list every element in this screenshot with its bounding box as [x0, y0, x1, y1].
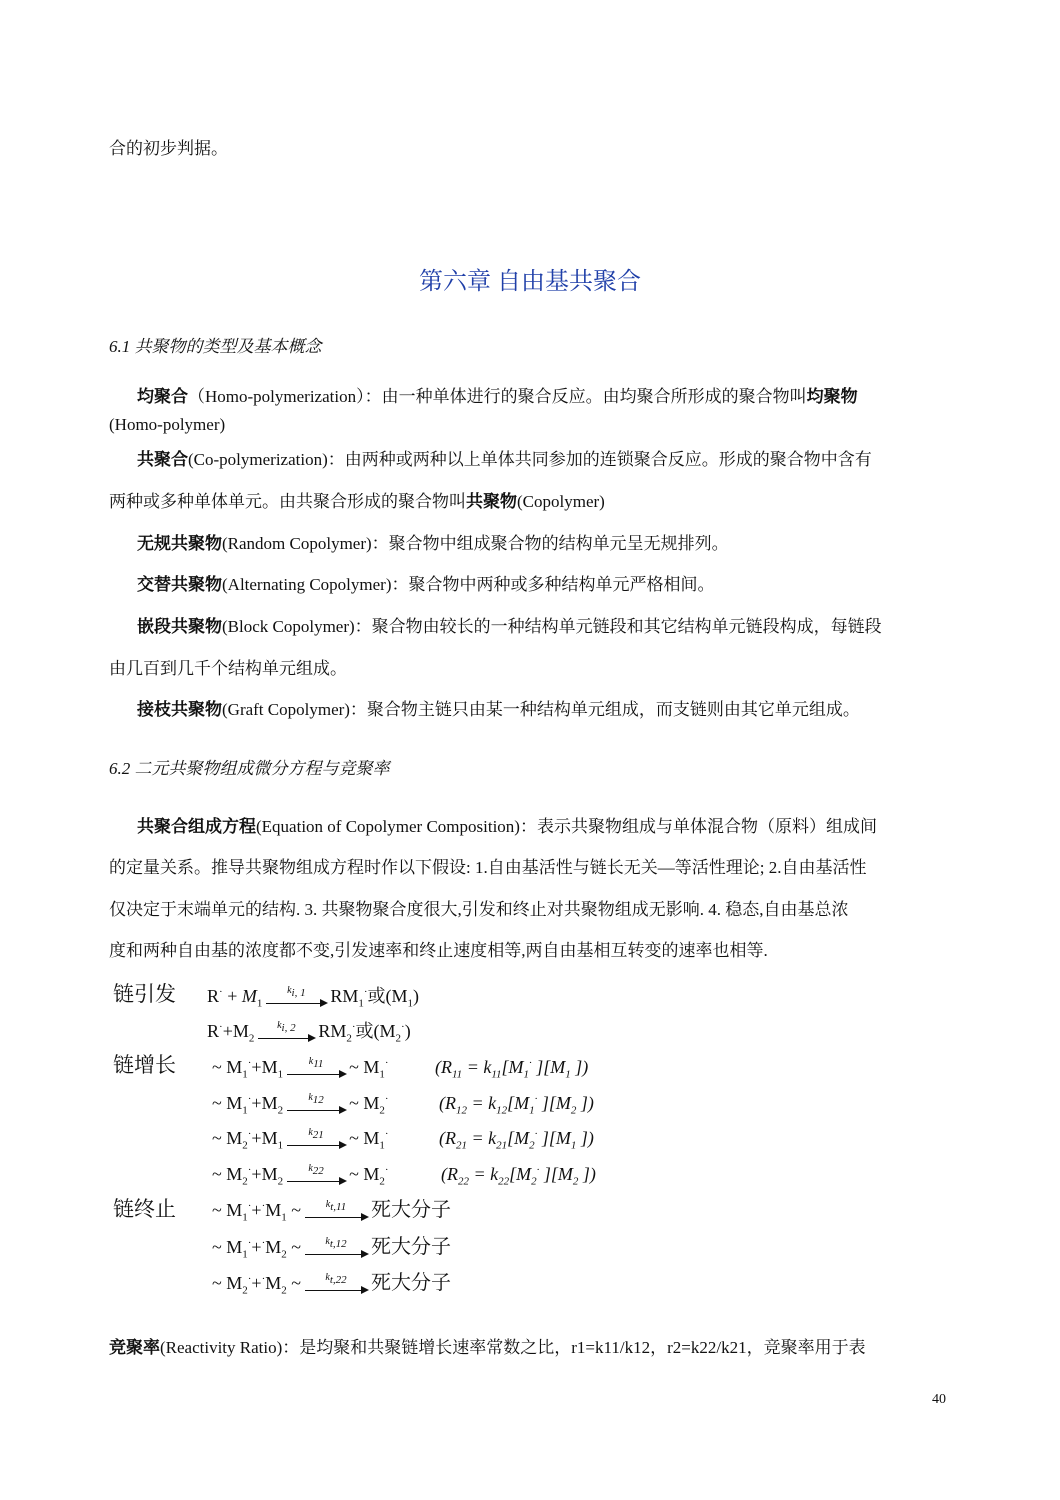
page-number: 40: [932, 1392, 946, 1407]
arrow: [258, 1020, 314, 1035]
chapter-title: 第六章 自由基共聚合: [419, 269, 641, 295]
arrow: [287, 1163, 345, 1178]
section-heading-6-1: 6.1 共聚物的类型及基本概念: [109, 337, 322, 356]
rate-constant: k: [308, 1092, 313, 1104]
rate-constant-sub: 12: [312, 1094, 324, 1107]
def-random: [137, 532, 729, 556]
dead-polymer-text: 死大分子: [371, 1199, 452, 1221]
def-alternating: [137, 573, 715, 597]
term: 共聚物: [466, 492, 517, 511]
composition-line-3: 仅决定于末端单元的结构. 3. 共聚物聚合度很大,引发和终止对共聚物组成无影响. 4. 稳态,自由基总浓: [109, 900, 849, 919]
arrow: [305, 1236, 367, 1251]
rate-constant: k: [325, 1272, 330, 1284]
eq-initiation-2: $R^\cdot+M_2$ $k_{i, 2}$ $RM_2^\cdot$或$(M_2^\cdot)$: [207, 1020, 411, 1045]
eq-propagation-21: ~ $M_2^\cdot+M_1$ $k_{21}$ ~ $M_1^\cdot$: [212, 1127, 389, 1152]
rate-constant-sub: t,12: [329, 1238, 347, 1251]
def-text: （Homo-polymerization）：由一种单体进行的聚合反应。由均聚合所形成的聚合物叫: [188, 387, 807, 406]
def-block-cont: 由几百到几千个结构单元组成。: [109, 659, 347, 678]
rate-r22: ($R_{22} = k_{22}[M_2^\cdot$ ][$M_2$ ]): [441, 1164, 596, 1188]
rate-constant-sub: t,22: [329, 1274, 347, 1287]
term: 共聚合: [137, 450, 188, 469]
def-text: (Equation of Copolymer Composition)：表示共聚物组成与单体混合物（原料）组成间: [256, 817, 877, 836]
arrow: [305, 1199, 367, 1214]
rate-constant-sub: t,11: [330, 1201, 347, 1214]
rate-constant: k: [325, 1199, 331, 1211]
composition-eq-def: [137, 815, 877, 839]
def-text: (Reactivity Ratio)：是均聚和共聚链增长速率常数之比，r1=k11/k12，r2=k22/k21，竞聚率用于表: [160, 1338, 866, 1357]
eq-propagation-12: ~ $M_1^\cdot+M_2$ $k_{12}$ ~ $M_2^\cdot$: [212, 1092, 389, 1117]
def-text: (Graft Copolymer)：聚合物主链只由某一种结构单元组成，而支链则由其它单元组成。: [222, 700, 860, 719]
def-text: (Alternating Copolymer)：聚合物中两种或多种结构单元严格相间。: [222, 575, 715, 594]
rate-constant-sub: i, 1: [291, 987, 306, 1000]
rate-constant-sub: i, 2: [281, 1022, 296, 1035]
term: 均聚合: [137, 387, 188, 406]
def-homopolymerization: [137, 385, 858, 409]
composition-line-4: 度和两种自由基的浓度都不变,引发速率和终止速度相等,两自由基相互转变的速率也相等.: [109, 941, 768, 960]
def-text: (Copolymer): [517, 492, 605, 511]
def-text: 两种或多种单体单元。由共聚合形成的聚合物叫: [109, 492, 466, 511]
arrow: [287, 1092, 345, 1107]
composition-line-2: 的定量关系。推导共聚物组成方程时作以下假设: 1.自由基活性与链长无关—等活性理论; 2.自由基活性: [109, 858, 867, 877]
term: 嵌段共聚物: [137, 617, 222, 636]
rate-constant-sub: 11: [313, 1058, 324, 1071]
continued-text: 合的初步判据。: [109, 139, 228, 158]
rate-constant-sub: 21: [312, 1129, 324, 1142]
eq-propagation-11: ~ $M_1^\cdot+M_1$ $k_{11}$ ~ $M_1^\cdot$: [212, 1056, 389, 1081]
label-termination: 链终止: [113, 1197, 176, 1221]
def-text: (Random Copolymer)：聚合物中组成聚合物的结构单元呈无规排列。: [222, 534, 729, 553]
def-graft: [137, 698, 860, 722]
def-text: (Co-polymerization)：由两种或两种以上单体共同参加的连锁聚合反应。形成的聚合物中含有: [188, 450, 872, 469]
dead-polymer-text: 死大分子: [371, 1272, 452, 1294]
rate-constant-sub: 22: [312, 1165, 324, 1178]
rate-constant: k: [287, 985, 292, 997]
term: 共聚合组成方程: [137, 817, 256, 836]
arrow: [287, 1127, 345, 1142]
eq-propagation-22: ~ $M_2^\cdot+M_2$ $k_{22}$ ~ $M_2^\cdot$: [212, 1163, 389, 1188]
or-text: 或: [355, 1021, 374, 1041]
rate-constant: k: [325, 1236, 330, 1248]
label-propagation: 链增长: [113, 1053, 176, 1077]
def-homopolymer-cont: (Homo-polymer): [109, 415, 226, 434]
rate-r11: ($R_{11} = k_{11}[M_1^\cdot$ ][$M_1$ ]): [435, 1057, 589, 1081]
rate-constant: k: [308, 1056, 314, 1068]
rate-constant: k: [277, 1020, 282, 1032]
arrow: [305, 1272, 367, 1287]
rate-r21: ($R_{21} = k_{21}[M_2^\cdot$ ][$M_1$ ]): [439, 1128, 594, 1152]
eq-termination-22: ~ $M_2^\cdot+^\cdot M_2$ ~ $k_{t,22}$ 死大分子: [212, 1272, 452, 1297]
term: 竞聚率: [109, 1338, 160, 1357]
label-initiation: 链引发: [113, 982, 176, 1006]
arrow: [287, 1056, 345, 1071]
dead-polymer-text: 死大分子: [371, 1236, 452, 1258]
rate-constant: k: [308, 1163, 313, 1175]
eq-termination-11: ~ $M_1^\cdot+^\cdot M_1$ ~ $k_{t,11}$ 死大分子: [212, 1199, 452, 1224]
def-text: (Block Copolymer)：聚合物由较长的一种结构单元链段和其它结构单元链段构成，每链段: [222, 617, 882, 636]
arrow: [266, 985, 326, 1000]
term: 接枝共聚物: [137, 700, 222, 719]
rate-r12: ($R_{12} = k_{12}[M_1^\cdot$ ][$M_2$ ]): [439, 1093, 594, 1117]
section-heading-6-2: 6.2 二元共聚物组成微分方程与竞聚率: [109, 759, 390, 778]
def-block: [137, 615, 882, 639]
def-copolymer-cont: [109, 490, 605, 514]
def-copolymerization: [137, 448, 872, 472]
eq-initiation-1: $R^\cdot + M_1$ $k_{i, 1}$ $RM_1^\cdot$或$(M_1)$: [207, 985, 420, 1010]
or-text: 或: [367, 986, 386, 1006]
term: 无规共聚物: [137, 534, 222, 553]
rate-constant: k: [308, 1127, 313, 1139]
eq-termination-12: ~ $M_1^\cdot+^\cdot M_2$ ~ $k_{t,12}$ 死大分子: [212, 1236, 452, 1261]
reactivity-ratio-def: [109, 1336, 866, 1360]
term: 均聚物: [806, 387, 858, 406]
term: 交替共聚物: [137, 575, 222, 594]
